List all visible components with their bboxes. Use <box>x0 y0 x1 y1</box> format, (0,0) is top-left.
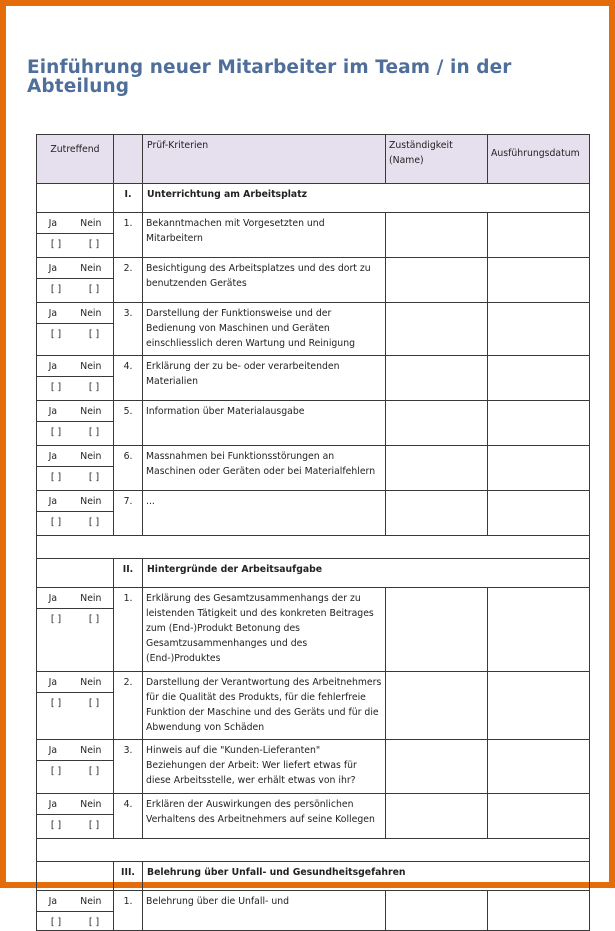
criterion-text: Erklärung der zu be- oder verarbeitenden Materialien <box>143 356 386 401</box>
responsible-name-cell[interactable] <box>386 891 488 931</box>
section-blank-cell <box>37 862 114 891</box>
criterion-text: Erklären der Auswirkungen des persönlichen Verhaltens des Arbeitnehmers auf seine Kollegen <box>143 794 386 839</box>
header-zustaendigkeit: Zuständigkeit (Name) <box>386 135 488 184</box>
execution-date-cell[interactable] <box>488 258 590 303</box>
yes-no-cell <box>37 446 114 491</box>
yes-no-cell <box>37 356 114 401</box>
yes-checkbox[interactable]: [ ] <box>50 382 62 393</box>
criteria-row <box>37 740 590 794</box>
no-checkbox[interactable]: [ ] <box>88 329 100 340</box>
criteria-row <box>37 401 590 446</box>
execution-date-cell[interactable] <box>488 401 590 446</box>
yes-label: Ja <box>48 745 58 756</box>
item-number: 6. <box>114 446 143 491</box>
criteria-row <box>37 303 590 356</box>
section-header-row <box>37 184 590 213</box>
yes-checkbox[interactable]: [ ] <box>50 329 62 340</box>
no-label: Nein <box>80 677 102 688</box>
no-checkbox[interactable]: [ ] <box>88 614 100 625</box>
yes-checkbox[interactable]: [ ] <box>50 698 62 709</box>
item-number: 2. <box>114 258 143 303</box>
criteria-row <box>37 213 590 258</box>
criteria-row <box>37 588 590 672</box>
execution-date-cell[interactable] <box>488 356 590 401</box>
item-number: 2. <box>114 672 143 740</box>
item-number: 1. <box>114 213 143 258</box>
yes-no-cell <box>37 303 114 356</box>
section-roman-numeral: I. <box>114 184 143 213</box>
spacer-cell <box>37 536 590 559</box>
no-label: Nein <box>80 593 102 604</box>
item-number: 1. <box>114 588 143 672</box>
section-title: Unterrichtung am Arbeitsplatz <box>143 184 590 213</box>
section-roman-numeral: II. <box>114 559 143 588</box>
execution-date-cell[interactable] <box>488 588 590 672</box>
item-number: 1. <box>114 891 143 931</box>
criterion-text: Bekanntmachen mit Vorgesetzten und Mitarbeitern <box>143 213 386 258</box>
section-header-row <box>37 559 590 588</box>
yes-checkbox[interactable]: [ ] <box>50 917 62 928</box>
yes-label: Ja <box>48 593 58 604</box>
no-checkbox[interactable]: [ ] <box>88 517 100 528</box>
no-checkbox[interactable]: [ ] <box>88 698 100 709</box>
no-checkbox[interactable]: [ ] <box>88 427 100 438</box>
criteria-row <box>37 446 590 491</box>
no-label: Nein <box>80 218 102 229</box>
execution-date-cell[interactable] <box>488 891 590 931</box>
section-blank-cell <box>37 184 114 213</box>
yes-checkbox[interactable]: [ ] <box>50 820 62 831</box>
item-number: 4. <box>114 356 143 401</box>
criterion-text: Hinweis auf die "Kunden-Lieferanten" Beziehungen der Arbeit: Wer liefert etwas für diese Arbeitsstelle, wer erhält etwas von ihr? <box>143 740 386 794</box>
yes-no-cell <box>37 891 114 931</box>
checklist-table <box>36 134 590 931</box>
criteria-row <box>37 356 590 401</box>
header-kriterien: Prüf-Kriterien <box>143 135 386 184</box>
responsible-name-cell[interactable] <box>386 446 488 491</box>
criteria-row <box>37 891 590 931</box>
yes-checkbox[interactable]: [ ] <box>50 239 62 250</box>
responsible-name-cell[interactable] <box>386 213 488 258</box>
criteria-row <box>37 672 590 740</box>
no-checkbox[interactable]: [ ] <box>88 766 100 777</box>
yes-no-cell <box>37 401 114 446</box>
yes-checkbox[interactable]: [ ] <box>50 284 62 295</box>
responsible-name-cell[interactable] <box>386 356 488 401</box>
no-label: Nein <box>80 451 102 462</box>
yes-checkbox[interactable]: [ ] <box>50 517 62 528</box>
no-label: Nein <box>80 361 102 372</box>
item-number: 4. <box>114 794 143 839</box>
yes-label: Ja <box>48 263 58 274</box>
header-number-cell <box>114 135 143 184</box>
execution-date-cell[interactable] <box>488 740 590 794</box>
criterion-text: Belehrung über die Unfall- und <box>143 891 386 931</box>
yes-label: Ja <box>48 406 58 417</box>
execution-date-cell[interactable] <box>488 672 590 740</box>
responsible-name-cell[interactable] <box>386 740 488 794</box>
no-checkbox[interactable]: [ ] <box>88 239 100 250</box>
responsible-name-cell[interactable] <box>386 588 488 672</box>
section-header-row <box>37 862 590 891</box>
yes-label: Ja <box>48 451 58 462</box>
responsible-name-cell[interactable] <box>386 794 488 839</box>
yes-no-cell <box>37 740 114 794</box>
criteria-row <box>37 794 590 839</box>
criterion-text: Darstellung der Verantwortung des Arbeitnehmers für die Qualität des Produkts, für die fehlerfreie Funktion der Maschine und des Geräts und für die Abwendung von Schäden <box>143 672 386 740</box>
item-number: 3. <box>114 303 143 356</box>
yes-label: Ja <box>48 361 58 372</box>
no-checkbox[interactable]: [ ] <box>88 284 100 295</box>
no-label: Nein <box>80 896 102 907</box>
no-checkbox[interactable]: [ ] <box>88 382 100 393</box>
yes-no-cell <box>37 588 114 672</box>
yes-no-cell <box>37 258 114 303</box>
execution-date-cell[interactable] <box>488 794 590 839</box>
page-title: Einführung neuer Mitarbeiter im Team / in der Abteilung <box>27 57 512 97</box>
spacer-row <box>37 536 590 559</box>
no-label: Nein <box>80 745 102 756</box>
yes-no-cell <box>37 491 114 536</box>
spacer-cell <box>37 839 590 862</box>
no-checkbox[interactable]: [ ] <box>88 472 100 483</box>
execution-date-cell[interactable] <box>488 491 590 536</box>
execution-date-cell[interactable] <box>488 303 590 356</box>
no-label: Nein <box>80 263 102 274</box>
yes-no-cell <box>37 794 114 839</box>
section-title: Belehrung über Unfall- und Gesundheitsgefahren <box>143 862 590 891</box>
item-number: 7. <box>114 491 143 536</box>
section-title: Hintergründe der Arbeitsaufgabe <box>143 559 590 588</box>
criterion-text: Information über Materialausgabe <box>143 401 386 446</box>
yes-no-cell <box>37 213 114 258</box>
responsible-name-cell[interactable] <box>386 672 488 740</box>
section-roman-numeral: III. <box>114 862 143 891</box>
responsible-name-cell[interactable] <box>386 303 488 356</box>
criteria-row <box>37 258 590 303</box>
item-number: 5. <box>114 401 143 446</box>
criteria-row <box>37 491 590 536</box>
criterion-text: Erklärung des Gesamtzusammenhangs der zu leistenden Tätigkeit und des konkreten Beitrages zum (End-)Produkt Betonung des Gesamtzusammenhanges und des (End-)Produktes <box>143 588 386 672</box>
yes-no-cell <box>37 672 114 740</box>
item-number: 3. <box>114 740 143 794</box>
yes-checkbox[interactable]: [ ] <box>50 614 62 625</box>
yes-checkbox[interactable]: [ ] <box>50 427 62 438</box>
yes-label: Ja <box>48 677 58 688</box>
responsible-name-cell[interactable] <box>386 258 488 303</box>
execution-date-cell[interactable] <box>488 446 590 491</box>
yes-label: Ja <box>48 799 58 810</box>
yes-label: Ja <box>48 896 58 907</box>
yes-checkbox[interactable]: [ ] <box>50 766 62 777</box>
yes-label: Ja <box>48 308 58 319</box>
criterion-text: Besichtigung des Arbeitsplatzes und des dort zu benutzenden Gerätes <box>143 258 386 303</box>
execution-date-cell[interactable] <box>488 213 590 258</box>
yes-label: Ja <box>48 218 58 229</box>
yes-label: Ja <box>48 496 58 507</box>
responsible-name-cell[interactable] <box>386 401 488 446</box>
no-label: Nein <box>80 799 102 810</box>
header-row <box>37 135 590 184</box>
no-label: Nein <box>80 496 102 507</box>
responsible-name-cell[interactable] <box>386 491 488 536</box>
criterion-text: Massnahmen bei Funktionsstörungen an Maschinen oder Geräten oder bei Materialfehlern <box>143 446 386 491</box>
no-label: Nein <box>80 308 102 319</box>
criterion-text: Darstellung der Funktionsweise und der Bedienung von Maschinen und Geräten einschliesslich deren Wartung und Reinigung <box>143 303 386 356</box>
no-label: Nein <box>80 406 102 417</box>
spacer-row <box>37 839 590 862</box>
yes-checkbox[interactable]: [ ] <box>50 472 62 483</box>
no-checkbox[interactable]: [ ] <box>88 917 100 928</box>
no-checkbox[interactable]: [ ] <box>88 820 100 831</box>
header-datum: Ausführungsdatum <box>488 135 590 184</box>
header-zutreffend: Zutreffend <box>37 135 114 184</box>
criterion-text: ... <box>143 491 386 536</box>
section-blank-cell <box>37 559 114 588</box>
